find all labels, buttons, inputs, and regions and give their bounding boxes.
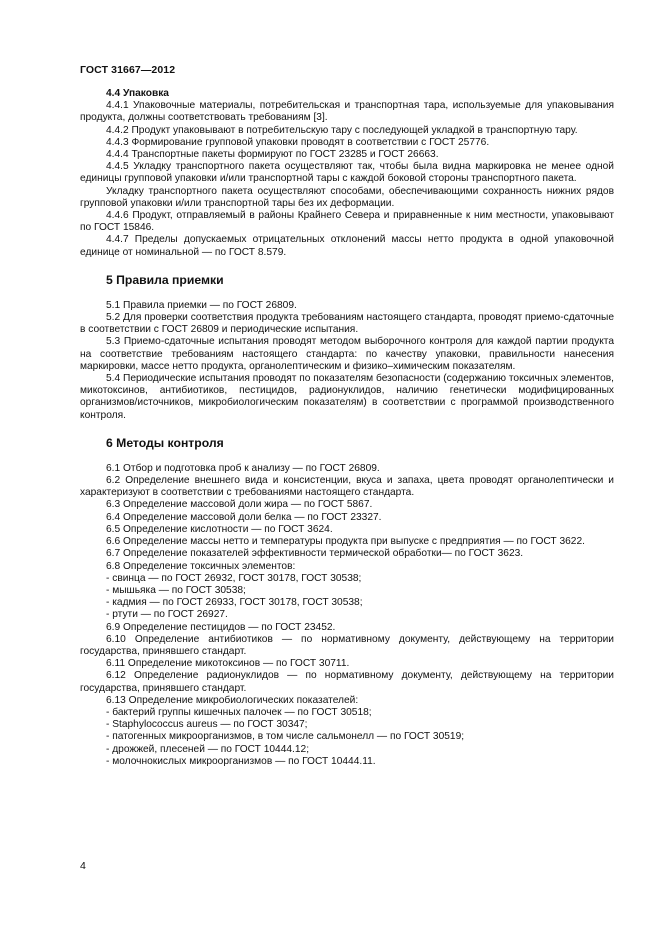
clause-6-1: 6.1 Отбор и подготовка проб к анализу — по ГОСТ 26809. <box>106 462 380 474</box>
list-item-staphylococcus: - Staphylococcus aureus — по ГОСТ 30347; <box>106 719 308 731</box>
clause-6-12: 6.12 Определение радионуклидов — по нормативному документу, действующему на территории государства, принявшего стандарт. <box>80 670 614 694</box>
list-item-cadmium: - кадмия — по ГОСТ 26933, ГОСТ 30178, ГОСТ 30538; <box>106 597 363 609</box>
list-item-lead: - свинца — по ГОСТ 26932, ГОСТ 30178, ГОСТ 30538; <box>106 572 362 584</box>
clause-6-2: 6.2 Определение внешнего вида и консистенции, вкуса и запаха, цвета проводят органолептически и характеризуют в соответствии с требованиями настоящего стандарта. <box>80 475 614 499</box>
page-content <box>80 88 614 768</box>
list-item-yeasts-molds: - дрожжей, плесеней — по ГОСТ 10444.12; <box>106 743 310 755</box>
clause-6-11: 6.11 Определение микотоксинов — по ГОСТ 30711. <box>106 658 350 670</box>
clause-6-5: 6.5 Определение кислотности — по ГОСТ 3624. <box>106 523 333 535</box>
clause-5-4: 5.4 Периодические испытания проводят по показателям безопасности (содержанию токсичных элементов, микотоксинов, антибиотиков, пестицидов, радионуклидов, наличию генетически модифицированных организмов/источников, микробиологическим показателям) в соответствии с программой производственного контроля. <box>80 373 614 421</box>
subsection-title-4-4: 4.4 Упаковка <box>106 88 169 99</box>
page-number: 4 <box>80 860 86 872</box>
clause-4-4-5: 4.4.5 Укладку транспортного пакета осуществляют так, чтобы была видна маркировка не менее одной единицы групповой упаковки и/или транспортной тары с каждой боковой стороны транспортного пакета. <box>80 161 614 185</box>
clause-6-8: 6.8 Определение токсичных элементов: <box>106 560 296 572</box>
section-title-6: 6 Методы контроля <box>106 435 224 450</box>
clause-4-4-1: 4.4.1 Упаковочные материалы, потребительская и транспортная тара, используемые для упаковывания продукта, должны соответствовать требованиям [3]. <box>80 100 614 124</box>
clause-6-13: 6.13 Определение микробиологических показателей: <box>106 694 359 706</box>
clause-5-3: 5.3 Приемо-сдаточные испытания проводят методом выборочного контроля для каждой партии продукта на соответствие требованиям настоящего стандарта: по качеству упаковки, правильности нанесения маркировки, массе нетто продукта, органолептическим и физико–химическим показателям. <box>80 336 614 372</box>
list-item-lactic-acid: - молочнокислых микроорганизмов — по ГОСТ 10444.11. <box>106 755 376 767</box>
list-item-pathogens: - патогенных микроорганизмов, в том числе сальмонелл — по ГОСТ 30519; <box>106 731 465 743</box>
list-item-arsenic: - мышьяка — по ГОСТ 30538; <box>106 584 246 596</box>
clause-4-4-7: 4.4.7 Пределы допускаемых отрицательных отклонений массы нетто продукта в одной упаковочной единице от номинальной — по ГОСТ 8.579. <box>80 234 614 258</box>
section-title-5: 5 Правила приемки <box>106 272 224 287</box>
clause-4-4-5-continued: Укладку транспортного пакета осуществляют способами, обеспечивающими сохранность нижних рядов групповой упаковки и/или транспортной тары без их деформации. <box>80 185 614 209</box>
clause-5-2: 5.2 Для проверки соответствия продукта требованиям настоящего стандарта, проводят приемо-сдаточные в соответствии с ГОСТ 26809 и периодические испытания. <box>80 312 614 336</box>
clause-6-3: 6.3 Определение массовой доли жира — по ГОСТ 5867. <box>106 499 373 511</box>
list-item-coliform: - бактерий группы кишечных палочек — по ГОСТ 30518; <box>106 706 372 718</box>
clause-6-10: 6.10 Определение антибиотиков — по нормативному документу, действующему на территории государства, принявшего стандарт. <box>80 633 614 657</box>
clause-6-7: 6.7 Определение показателей эффективности термической обработки— по ГОСТ 3623. <box>106 548 524 560</box>
clause-4-4-6: 4.4.6 Продукт, отправляемый в районы Крайнего Севера и приравненные к ним местности, упаковывают по ГОСТ 15846. <box>80 210 614 234</box>
clause-4-4-4: 4.4.4 Транспортные пакеты формируют по ГОСТ 23285 и ГОСТ 26663. <box>106 149 439 161</box>
clause-6-9: 6.9 Определение пестицидов — по ГОСТ 23452. <box>106 621 336 633</box>
clause-6-4: 6.4 Определение массовой доли белка — по ГОСТ 23327. <box>106 511 382 523</box>
list-item-mercury: - ртути — по ГОСТ 26927. <box>106 609 228 621</box>
clause-4-4-3: 4.4.3 Формирование групповой упаковки проводят в соответствии с ГОСТ 25776. <box>106 136 490 148</box>
clause-5-1: 5.1 Правила приемки — по ГОСТ 26809. <box>106 299 297 311</box>
clause-6-6: 6.6 Определение массы нетто и температуры продукта при выпуске с предприятия — по ГОСТ 3622. <box>106 536 585 548</box>
clause-4-4-2: 4.4.2 Продукт упаковывают в потребительскую тару с последующей укладкой в транспортную тару. <box>106 124 578 136</box>
document-header: ГОСТ 31667—2012 <box>80 64 176 76</box>
